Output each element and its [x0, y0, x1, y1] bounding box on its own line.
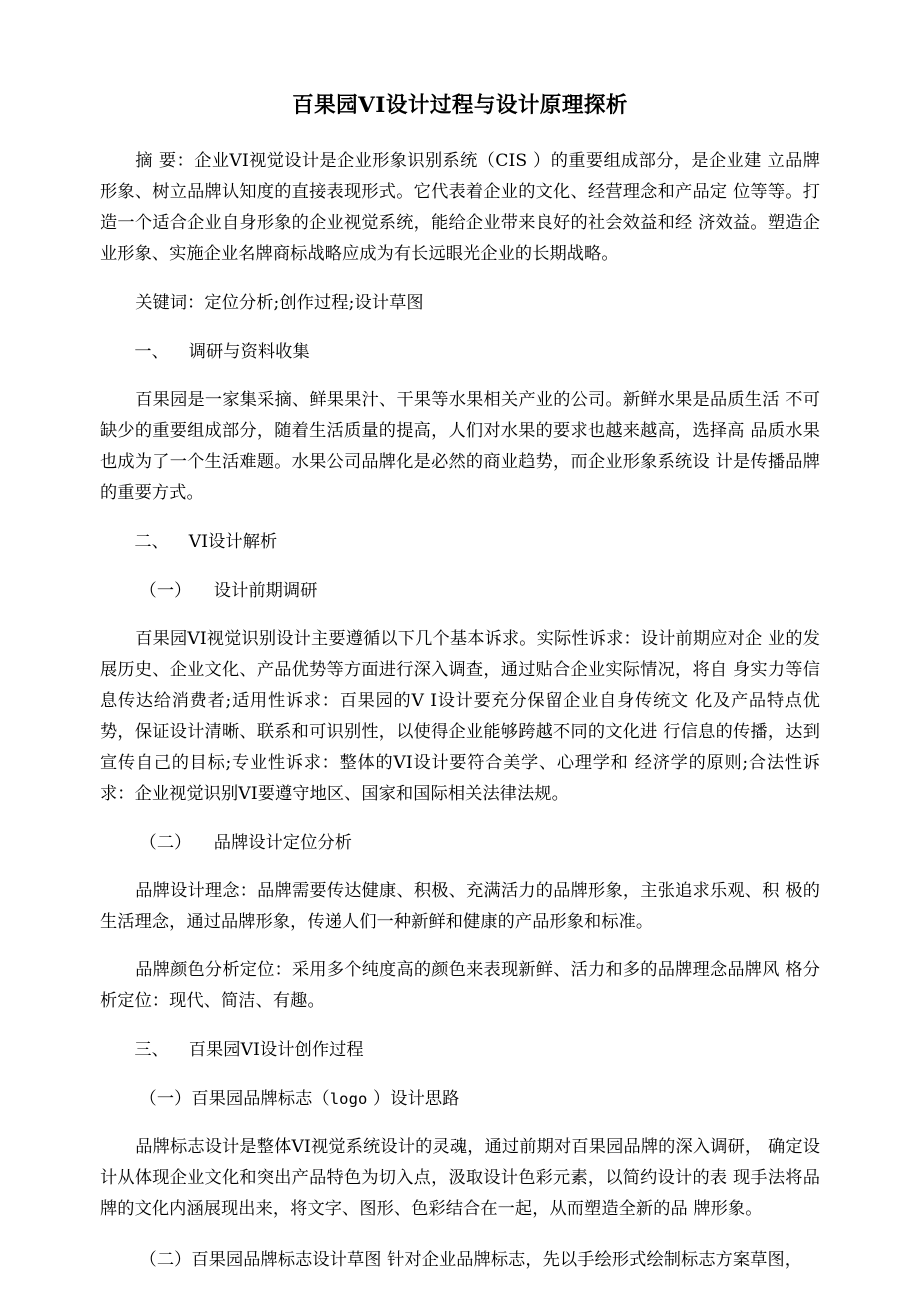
- keywords-text: 定位分析;创作过程;设计草图: [204, 292, 424, 313]
- subsection-3-1-prefix: （一）百果园品牌标志（: [139, 1088, 330, 1109]
- section-title-2: VI设计解析: [188, 531, 278, 552]
- section-number-1: 一、: [134, 341, 169, 362]
- subsection-heading-2-1: [100, 576, 820, 607]
- subsection-3-1-suffix: ）设计思路: [367, 1088, 460, 1109]
- subsection-3-1-paragraph-1: 品牌标志设计是整体VI视觉系统设计的灵魂，通过前期对百果园品牌的深入调研， 确定设计从体现企业文化和突出产品特色为切入点，汲取设计色彩元素，以简约设计的表 现手法将品牌的文化内涵展现出来，将文字、图形、色彩结合在一起，从而塑造全新的品 牌形象。: [100, 1136, 820, 1219]
- subsection-3-1-logo-word: logo: [329, 1089, 368, 1108]
- subsection-number-2-2: （二）: [139, 832, 192, 853]
- section-number-2: 二、: [134, 531, 169, 552]
- subsection-heading-3-2: （二）百果园品牌标志设计草图 针对企业品牌标志，先以手绘形式绘制标志方案草图，: [139, 1249, 803, 1270]
- section-heading-2: [100, 527, 820, 558]
- abstract-paragraph: [100, 146, 820, 270]
- keywords-label: 关键词：: [135, 292, 205, 313]
- abstract-text: 企业VI视觉设计是企业形象识别系统（CIS ）的重要组成部分，是企业建 立品牌形象、树立品牌认知度的直接表现形式。它代表着企业的文化、经营理念和产品定 位等等。打造一个适合企业自身形象的企业视觉系统，能给企业带来良好的社会效益和经 济效益。塑造企业形象、实施企业名牌商标战略应成为有长远眼光企业的长期战略。: [100, 150, 821, 264]
- subsection-title-2-1: 设计前期调研: [213, 580, 318, 601]
- section-number-3: 三、: [134, 1039, 169, 1060]
- keywords-paragraph: [100, 288, 820, 319]
- section-heading-1: [100, 337, 820, 368]
- subsection-heading-3-1: [100, 1084, 820, 1115]
- abstract-label: 摘 要：: [135, 150, 195, 171]
- section-title-1: 调研与资料收集: [188, 341, 310, 362]
- page-title: 百果园VI设计过程与设计原理探析: [292, 93, 628, 118]
- section-heading-3: [100, 1035, 820, 1066]
- subsection-2-1-paragraph-1: 百果园VI视觉识别设计主要遵循以下几个基本诉求。实际性诉求：设计前期应对企 业的发展历史、企业文化、产品优势等方面进行深入调查，通过贴合企业实际情况，将自 身实力等信息传达给消费者;适用性诉求：百果园的V I设计要充分保留企业自身传统文 化及产品特点优势，保证设计清晰、联系和可识别性，以使得企业能够跨越不同的文化进 行信息的传播，达到宣传自己的目标;专业性诉求：整体的VI设计要符合美学、心理学和 经济学的原则;合法性诉求：企业视觉识别VI要遵守地区、国家和国际相关法律法规。: [100, 628, 820, 804]
- subsection-2-2-paragraph-1: 品牌设计理念：品牌需要传达健康、积极、充满活力的品牌形象，主张追求乐观、积 极的生活理念，通过品牌形象，传递人们一种新鲜和健康的产品形象和标准。: [100, 880, 820, 932]
- subsection-heading-2-2: [100, 828, 820, 859]
- section-title-3: 百果园VI设计创作过程: [188, 1039, 364, 1060]
- subsection-title-2-2: 品牌设计定位分析: [213, 832, 353, 853]
- subsection-number-2-1: （一）: [139, 580, 192, 601]
- section-1-paragraph-1: 百果园是一家集采摘、鲜果果汁、干果等水果相关产业的公司。新鲜水果是品质生活 不可缺少的重要组成部分，随着生活质量的提高，人们对水果的要求也越来越高，选择高 品质水果也成为了一个生活难题。水果公司品牌化是必然的商业趋势，而企业形象系统设 计是传播品牌的重要方式。: [100, 389, 820, 503]
- subsection-2-2-paragraph-2: 品牌颜色分析定位：采用多个纯度高的颜色来表现新鲜、活力和多的品牌理念品牌风 格分析定位：现代、简洁、有趣。: [100, 959, 820, 1011]
